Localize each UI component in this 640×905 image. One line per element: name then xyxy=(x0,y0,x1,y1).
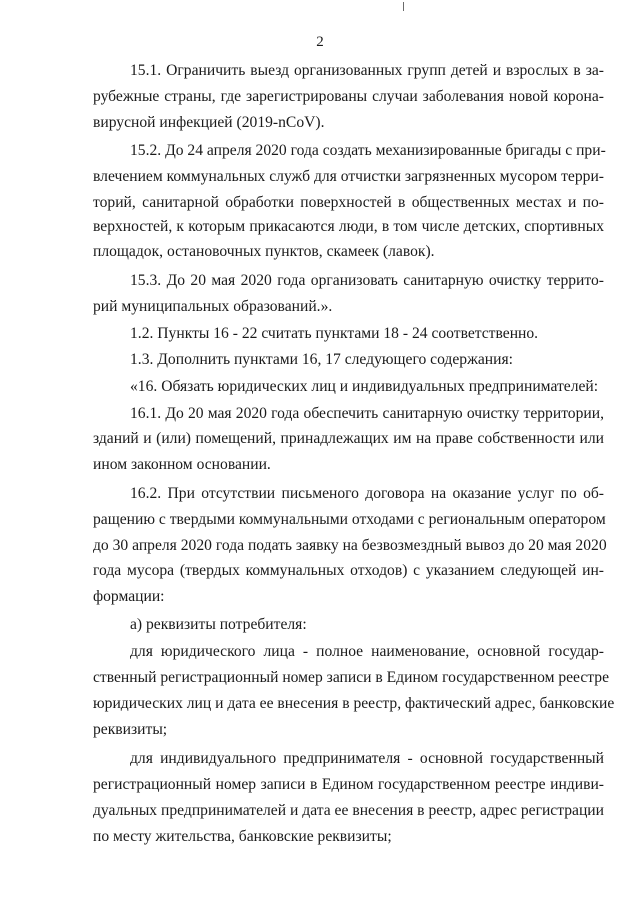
text-line: дуальных предпринимателей и дата ее внесения в реестр, адрес регистрации xyxy=(93,802,604,819)
text-line: для юридического лица - полное наименование, основной государ- xyxy=(130,643,604,660)
text-line: рий муниципальных образований.». xyxy=(93,298,333,315)
text-line: а) реквизиты потребителя: xyxy=(130,616,307,633)
text-line: по месту жительства, банковские реквизиты; xyxy=(93,828,392,845)
text-line: рубежные страны, где зарегистрированы случаи заболевания новой корона- xyxy=(93,88,604,105)
text-line: для индивидуального предпринимателя - основной государственный xyxy=(130,750,604,767)
text-line: ином законном основании. xyxy=(93,456,271,473)
text-line: зданий и (или) помещений, принадлежащих им на праве собственности или xyxy=(93,430,604,447)
text-line: регистрационный номер записи в Едином государственном реестре индиви- xyxy=(93,776,604,793)
page-number: 2 xyxy=(316,34,324,50)
text-line: 15.1. Ограничить выезд организованных групп детей и взрослых в за- xyxy=(130,62,604,79)
text-line: вирусной инфекцией (2019-nCoV). xyxy=(93,114,325,131)
text-line: 16.1. До 20 мая 2020 года обеспечить санитарную очистку территории, xyxy=(130,405,604,422)
text-line: «16. Обязать юридических лиц и индивидуальных предпринимателей: xyxy=(130,378,599,395)
text-line: торий, санитарной обработки поверхностей в общественных местах и по- xyxy=(93,194,604,211)
text-line: 1.3. Дополнить пунктами 16, 17 следующего содержания: xyxy=(130,351,513,368)
text-line: до 30 апреля 2020 года подать заявку на безвозмездный вывоз до 20 мая 2020 xyxy=(93,537,607,554)
text-line: года мусора (твердых коммунальных отходов) с указанием следующей ин- xyxy=(93,562,604,579)
text-line: 16.2. При отсутствии письменого договора на оказание услуг по об- xyxy=(130,485,604,502)
text-line: реквизиты; xyxy=(93,721,168,738)
text-line: влечением коммунальных служб для отчистки загрязненных мусором терри- xyxy=(93,168,604,185)
text-line: ращению с твердыми коммунальными отходами с региональным оператором xyxy=(93,511,606,528)
text-line: 15.3. До 20 мая 2020 года организовать санитарную очистку террито- xyxy=(130,272,604,289)
text-line: площадок, остановочных пунктов, скамеек (лавок). xyxy=(93,243,435,260)
text-line: 15.2. До 24 апреля 2020 года создать механизированные бригады с при- xyxy=(130,142,606,159)
text-line: верхностей, к которым прикасаются люди, в том числе детских, спортивных xyxy=(93,218,604,235)
text-line: ственный регистрационный номер записи в Едином государственном реестре xyxy=(93,669,610,686)
scan-artifact-mark xyxy=(403,2,404,11)
text-line: 1.2. Пункты 16 - 22 считать пунктами 18 - 24 соответственно. xyxy=(130,325,539,342)
text-line: формации: xyxy=(93,588,165,605)
text-line: юридических лиц и дата ее внесения в реестр, фактический адрес, банковские xyxy=(93,695,615,712)
